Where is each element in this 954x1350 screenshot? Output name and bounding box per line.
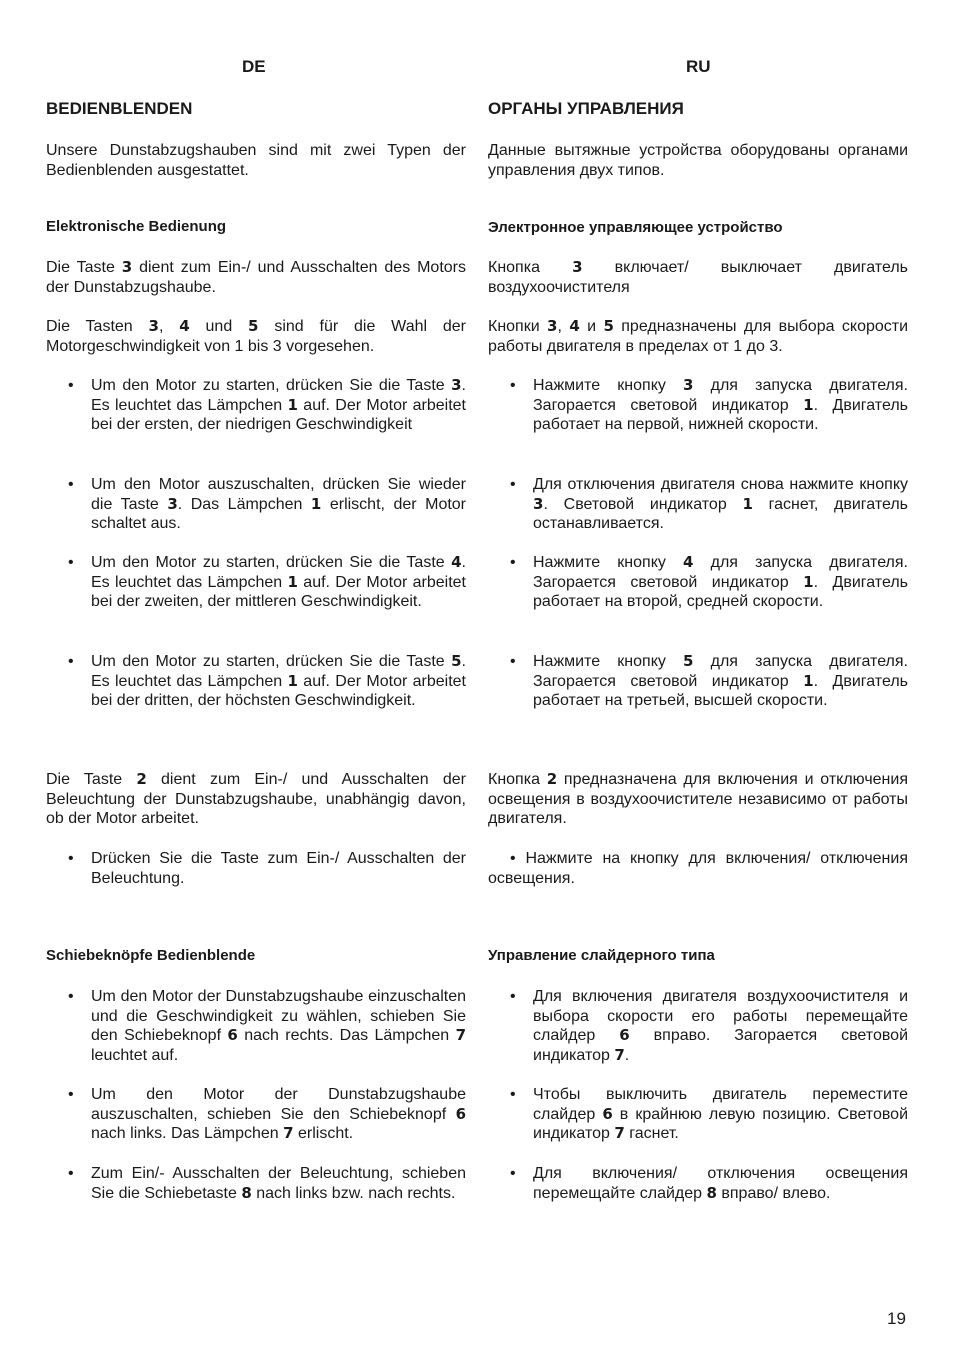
intro-paragraph-ru: Данные вытяжные устройства оборудованы органами управления двух типов.	[488, 142, 908, 179]
list-item: • Нажмите кнопку 3 для запуска двигателя. Загорается световой индикатор 1. Двигатель работает на первой, нижней скорости.	[510, 376, 909, 434]
bullet: •	[68, 476, 74, 493]
key-number: 3	[547, 317, 558, 335]
key-number: 2	[136, 770, 147, 788]
electronic-heading-de: Elektronische Bedienung	[46, 218, 227, 235]
electronic-heading-ru: Электронное управляющее устройство	[488, 219, 783, 236]
list-item: • Um den Motor auszuschalten, drücken Sie wieder die Taste 3. Das Lämpchen 1 erlischt, der Motor schaltet aus.	[68, 476, 467, 533]
key-number: 3	[148, 317, 159, 335]
bullet: •	[68, 377, 74, 394]
list-item: • Для отключения двигателя снова нажмите кнопку 3. Световой индикатор 1 гаснет, двигатель останавливается.	[510, 476, 909, 533]
list-item: • Drücken Sie die Taste zum Ein-/ Ausschalten der Beleuchtung.	[68, 850, 466, 887]
key-number: 2	[546, 770, 558, 788]
list-item: • Um den Motor der Dunstabzugshaube einzuschalten und die Geschwindigkeit zu wählen, schieben Sie den Schiebeknopf 6 nach rechts. Das Lämpchen 7 leuchtet auf.	[68, 988, 467, 1065]
list-item: • Zum Ein/- Ausschalten der Beleuchtung, schieben Sie die Schiebetaste 8 nach links bzw. nach rechts.	[68, 1165, 466, 1202]
list-item: • Um den Motor zu starten, drücken Sie die Taste 3. Es leuchtet das Lämpchen 1 auf. Der Motor arbeitet bei der ersten, der niedrigen Geschwindigkeit	[68, 376, 466, 434]
bullet: •	[68, 554, 74, 571]
bullet: •	[68, 1086, 74, 1103]
paragraph-light-bullet-ru: • Нажмите на кнопку для включения/ отключения освещения.	[488, 850, 908, 887]
key-number: 3	[572, 258, 583, 276]
slider-heading-de: Schiebeknöpfe Bedienblende	[46, 947, 256, 964]
section-title-de: BEDIENBLENDEN	[46, 99, 193, 118]
key-number: 4	[179, 317, 190, 335]
list-item: • Um den Motor zu starten, drücken Sie die Taste 5. Es leuchtet das Lämpchen 1 auf. Der Motor arbeitet bei der dritten, der höchsten Geschwindigkeit.	[68, 652, 466, 710]
list-item: • Чтобы выключить двигатель переместите слайдер 6 в крайнюю левую позицию. Световой индикатор 7 гаснет.	[510, 1086, 909, 1143]
bullet: •	[68, 653, 74, 670]
intro-paragraph-de: Unsere Dunstabzugshauben sind mit zwei Typen der Bedienblenden ausgestattet.	[46, 142, 466, 179]
key-number: 5	[603, 317, 614, 335]
list-item: • Нажмите кнопку 4 для запуска двигателя. Загорается световой индикатор 1. Двигатель работает на второй, средней скорости.	[510, 553, 909, 611]
bullet: •	[510, 1165, 516, 1182]
paragraph-light-key-ru: Кнопка 2 предназначена для включения и отключения освещения в воздухоочистителе независимо от работы двигателя.	[488, 770, 908, 828]
list-item: • Um den Motor der Dunstabzugshaube auszuschalten, schieben Sie den Schiebeknopf 6 nach links. Das Lämpchen 7 erlischt.	[68, 1086, 466, 1143]
paragraph-speed-keys-de: Die Tasten 3, 4 und 5 sind für die Wahl der Motorgeschwindigkeit von 1 bis 3 vorgesehen.	[46, 317, 467, 355]
bullet: •	[510, 554, 516, 571]
slider-heading-ru: Управление слайдерного типа	[488, 947, 715, 964]
bullet: •	[68, 850, 74, 867]
key-number: 5	[248, 317, 259, 335]
language-label-ru: RU	[686, 57, 711, 76]
bullet: •	[510, 476, 516, 493]
paragraph-power-key-de: Die Taste 3 dient zum Ein-/ und Ausschalten des Motors der Dunstabzugshaube.	[46, 258, 466, 296]
language-label-de: DE	[242, 57, 266, 76]
list-item: • Для включения двигателя воздухоочистителя и выбора скорости его работы перемещайте слайдер 6 вправо. Загорается световой индикатор 7.	[510, 988, 908, 1065]
paragraph-light-key-de: Die Taste 2 dient zum Ein-/ und Ausschalten der Beleuchtung der Dunstabzugshaube, unabhängig davon, ob der Motor arbeitet.	[46, 770, 467, 828]
paragraph-power-key-ru: Кнопка 3 включает/ выключает двигатель воздухоочистителя	[488, 258, 908, 296]
list-item: • Um den Motor zu starten, drücken Sie die Taste 4. Es leuchtet das Lämpchen 1 auf. Der Motor arbeitet bei der zweiten, der mittleren Geschwindigkeit.	[68, 553, 466, 611]
bullet: •	[68, 988, 74, 1005]
bullet: •	[510, 377, 516, 394]
bullet: •	[510, 988, 516, 1005]
bullet: •	[510, 850, 516, 867]
bullet: •	[68, 1165, 74, 1182]
list-item: • Нажмите кнопку 5 для запуска двигателя. Загорается световой индикатор 1. Двигатель работает на третьей, высшей скорости.	[510, 652, 909, 710]
bullet: •	[510, 1086, 516, 1103]
page-number: 19	[887, 1309, 906, 1328]
key-number: 4	[569, 317, 580, 335]
list-item: • Для включения/ отключения освещения перемещайте слайдер 8 вправо/ влево.	[510, 1165, 908, 1202]
bullet: •	[510, 653, 516, 670]
paragraph-speed-keys-ru: Кнопки 3, 4 и 5 предназначены для выбора скорости работы двигателя в пределах от 1 до 3.	[488, 317, 909, 355]
key-number: 3	[121, 258, 133, 276]
section-title-ru: ОРГАНЫ УПРАВЛЕНИЯ	[488, 99, 684, 118]
